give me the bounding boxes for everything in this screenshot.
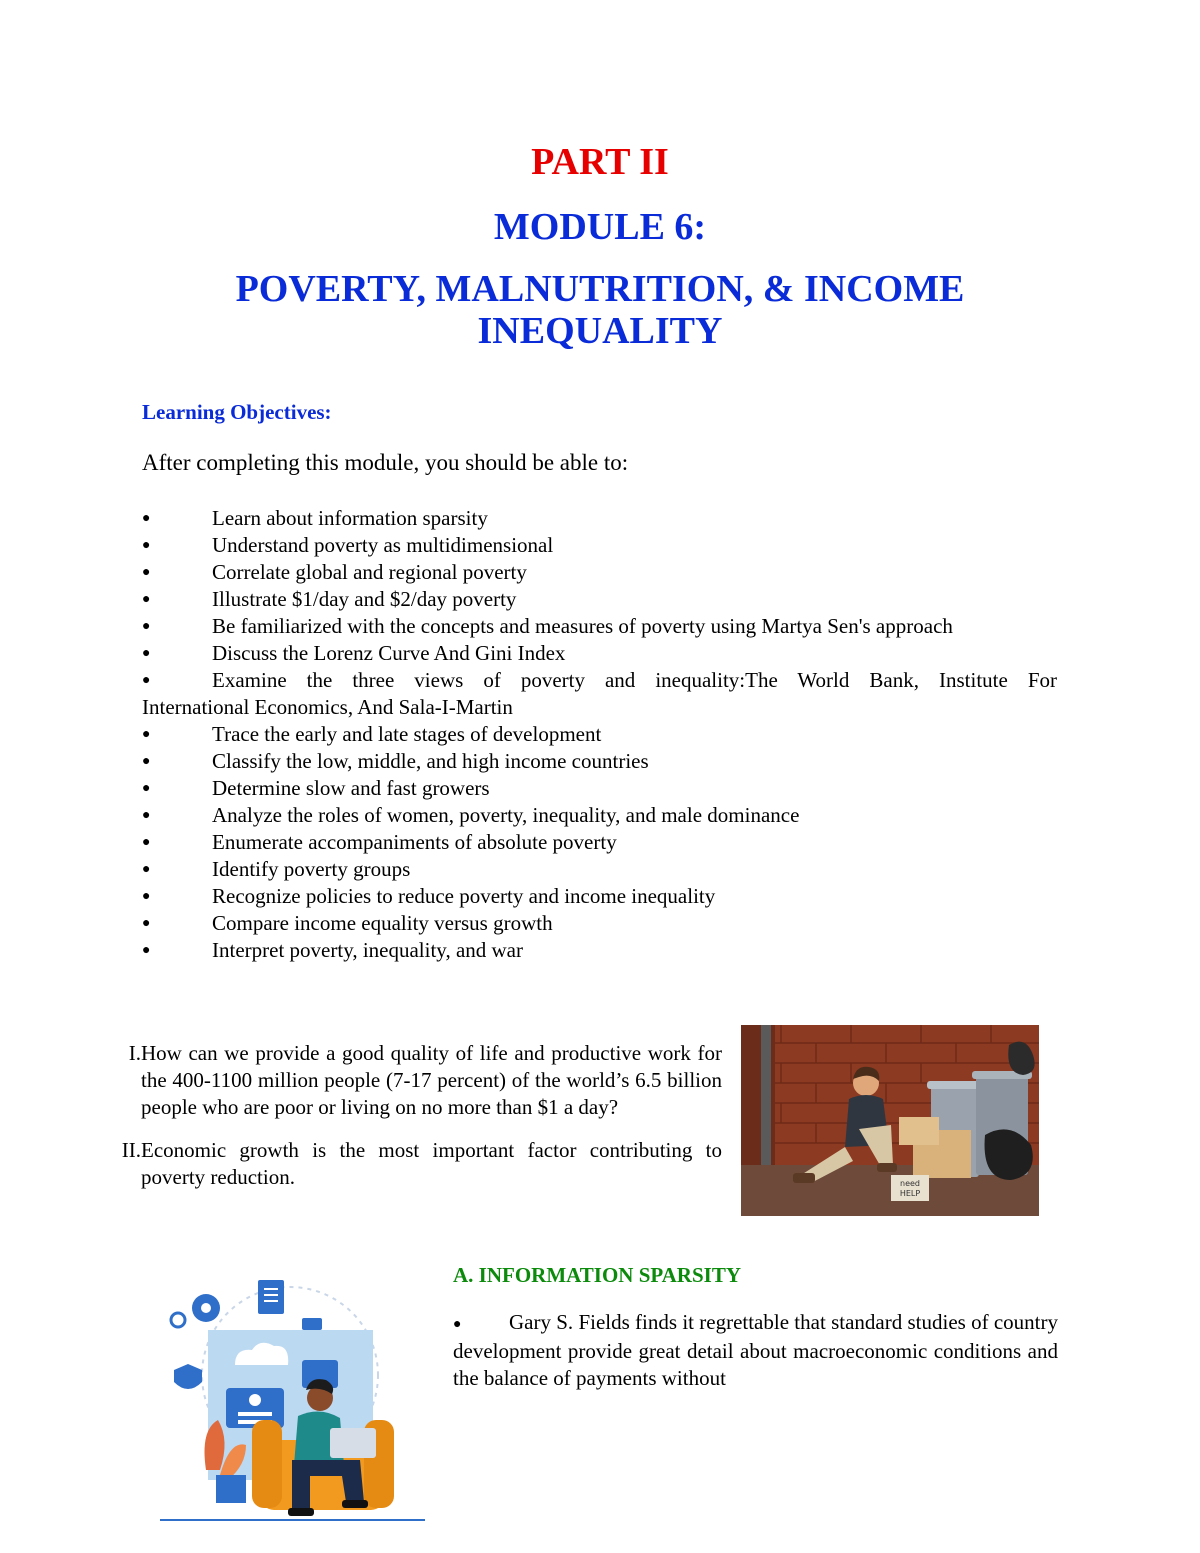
objective-item: ● Classify the low, middle, and high income countries (142, 749, 649, 773)
title-line-2: INEQUALITY (477, 310, 723, 352)
objective-item: ● Identify poverty groups (142, 857, 411, 881)
card-icon (302, 1318, 322, 1330)
bullet-icon: ● (142, 727, 151, 742)
objectives-list (142, 505, 1057, 964)
bullet-icon: ● (142, 916, 151, 931)
objective-item: ● Recognize policies to reduce poverty and income inequality (142, 884, 716, 908)
objective-item: ● Illustrate $1/day and $2/day poverty (142, 587, 517, 611)
bullet-icon: ● (142, 754, 151, 769)
document-icon (258, 1280, 284, 1314)
objective-item: ● Understand poverty as multidimensional (142, 533, 554, 557)
plant-pot (216, 1475, 246, 1503)
objective-item: ● Enumerate accompaniments of absolute poverty (142, 830, 617, 854)
objective-item: ● Examine the three views of poverty and inequality:The World Bank, Institute For (142, 668, 1057, 692)
bullet-icon: ● (142, 862, 151, 877)
bullet-icon: ● (142, 673, 151, 688)
learning-objectives-heading: Learning Objectives: (142, 400, 332, 424)
bullet-icon: ● (142, 835, 151, 850)
objective-item: ● Be familiarized with the concepts and measures of poverty using Martya Sen's approach (142, 614, 953, 638)
laptop (330, 1428, 376, 1458)
bullet-icon: ● (142, 511, 151, 526)
objective-item-continuation: International Economics, And Sala-I-Martin (142, 695, 513, 719)
part-title: PART II (531, 141, 669, 183)
objective-item: ● Trace the early and late stages of development (142, 722, 602, 746)
bullet-icon: ● (142, 781, 151, 796)
bullet-icon: ● (142, 565, 151, 580)
remote-worker-illustration (160, 1270, 425, 1530)
objective-item: ● Correlate global and regional poverty (142, 560, 527, 584)
objective-item: ● Determine slow and fast growers (142, 776, 490, 800)
question-number: II. (121, 1138, 141, 1162)
title-line-1: POVERTY, MALNUTRITION, & INCOME (235, 268, 965, 310)
bullet-icon: ● (453, 1316, 462, 1332)
sign-text-line2: HELP (899, 1189, 921, 1198)
objective-item: ● Discuss the Lorenz Curve And Gini Index (142, 641, 566, 665)
module-main-title (0, 268, 1200, 352)
section-a-text: Gary S. Fields finds it regrettable that standard studies of country development provide great detail about macroeconomic conditions and the balance of payments without (453, 1310, 1058, 1390)
plant-leaf (205, 1420, 225, 1470)
bullet-icon: ● (142, 538, 151, 553)
section-a-paragraph (453, 1309, 1058, 1392)
question-item (110, 1137, 722, 1191)
bullet-icon: ● (142, 808, 151, 823)
bullet-icon: ● (142, 592, 151, 607)
section-a-heading: A. INFORMATION SPARSITY (453, 1263, 741, 1287)
bullet-icon: ● (142, 619, 151, 634)
objective-item: ● Analyze the roles of women, poverty, inequality, and male dominance (142, 803, 800, 827)
question-text: Economic growth is the most important factor contributing to poverty reduction. (141, 1138, 722, 1189)
question-number: I. (128, 1041, 141, 1065)
objectives-intro: After completing this module, you should be able to: (142, 450, 629, 475)
questions-list (110, 1040, 722, 1191)
drainpipe (761, 1025, 771, 1175)
objective-item: ● Interpret poverty, inequality, and war (142, 938, 523, 962)
module-title: MODULE 6: (493, 206, 707, 248)
shield-lock-icon (174, 1364, 202, 1389)
question-text: How can we provide a good quality of life and productive work for the 400-1100 million people (7-17 percent) of the world’s 6.5 billion people who are poor or living on no more than $1 a day? (141, 1041, 722, 1119)
homeless-man-illustration (741, 1025, 1039, 1216)
objective-item: ● Learn about information sparsity (142, 506, 488, 530)
small-gear-icon (171, 1313, 185, 1327)
objective-item: ● Compare income equality versus growth (142, 911, 553, 935)
bullet-icon: ● (142, 646, 151, 661)
question-item (110, 1040, 722, 1121)
bullet-icon: ● (142, 943, 151, 958)
bullet-icon: ● (142, 889, 151, 904)
sign-text-line1: need (900, 1179, 920, 1188)
